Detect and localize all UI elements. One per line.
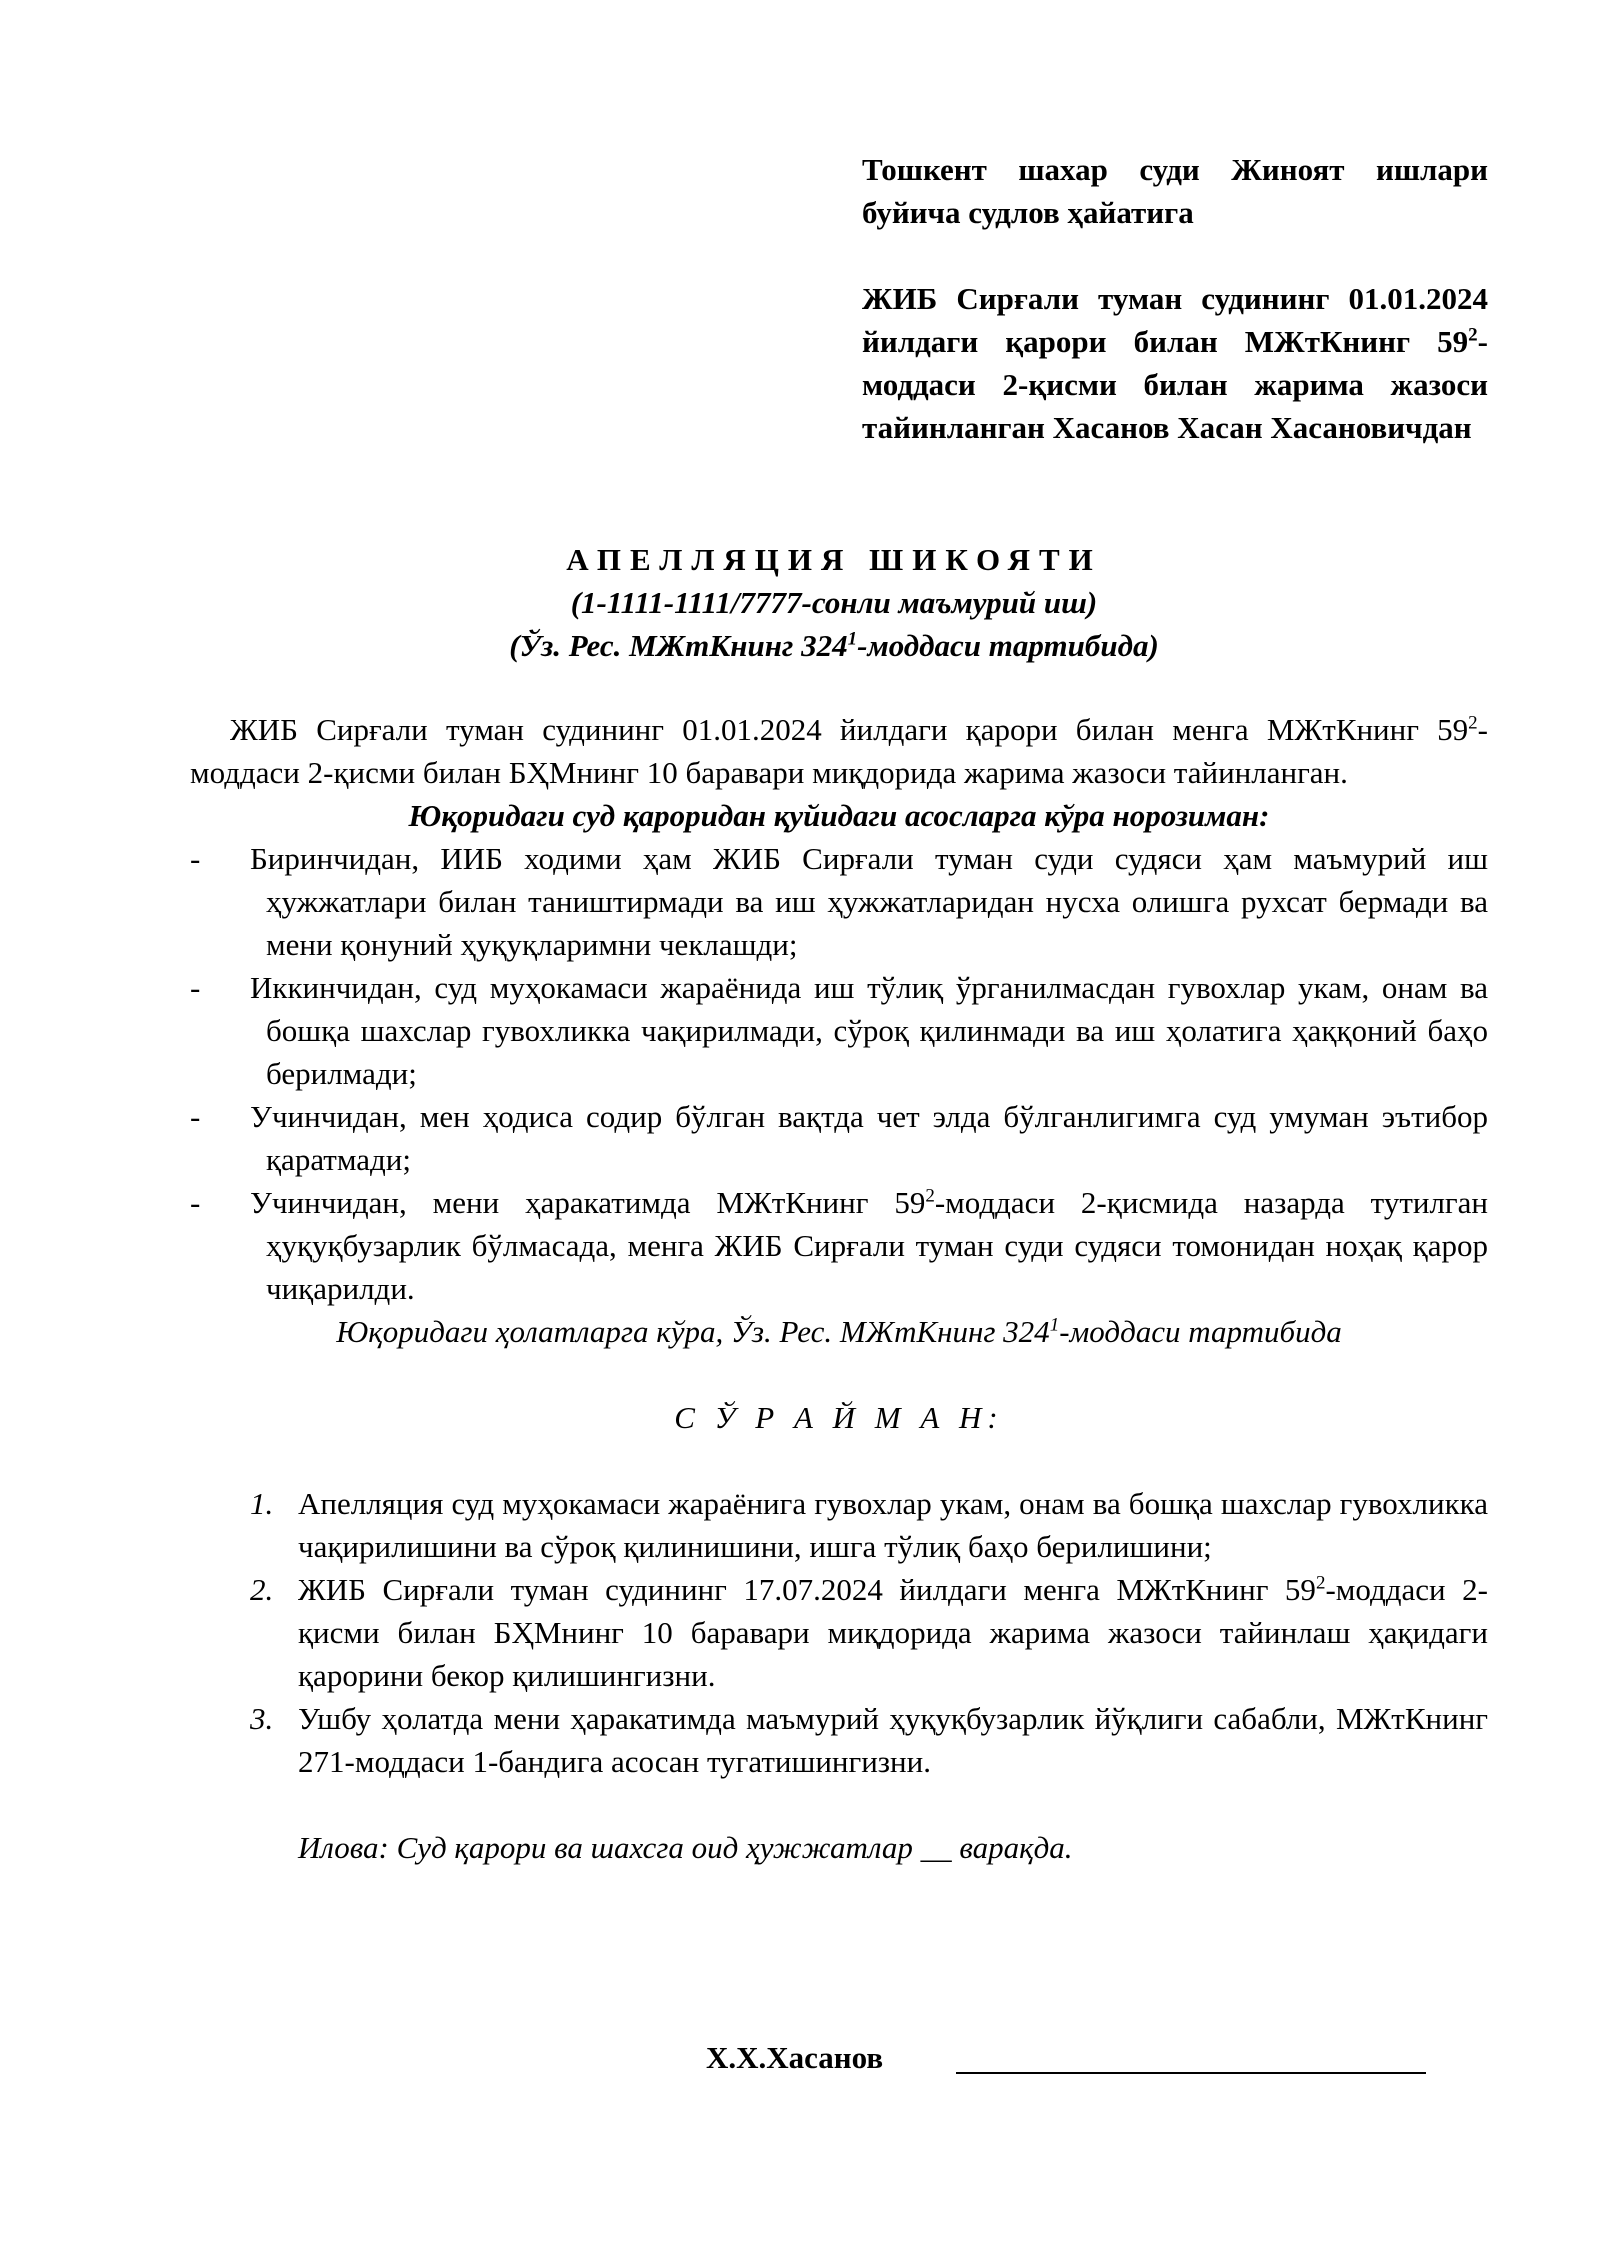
conclusion-line: [190, 1310, 1488, 1353]
request-text: [298, 1572, 1488, 1693]
objection4-part2: -моддаси 2-қисмида назарда тутилган ҳуқуқбузарлик бўлмасада, менга ЖИБ Сирғали туман суди судяси томонидан ноҳақ қарор чиқарилди.: [266, 1185, 1488, 1306]
intro-part1: ЖИБ Сирғали туман судининг 01.01.2024 йилдаги қарори билан менга МЖтКнинг 59: [230, 712, 1469, 747]
addressee-from-part2: -моддаси 2-қисми билан жарима жазоси тайинланган Хасанов Хасан Хасановичдан: [862, 324, 1488, 445]
procedure-part1: (Ўз. Рес. МЖтКнинг 324: [509, 628, 848, 663]
request2-part2: -моддаси 2-қисми билан БҲМнинг 10 баравари миқдорида жарима жазоси тайинлаш ҳақидаги қарорини бекор қилишингизни.: [298, 1572, 1488, 1693]
procedure-part2: -моддаси тартибида): [857, 628, 1159, 663]
list-item: [190, 1181, 1488, 1310]
request-number: 1.: [250, 1486, 274, 1521]
document-body: [190, 708, 1488, 1869]
list-dash: -: [190, 970, 201, 1005]
request2-sup: 2: [1315, 1572, 1326, 1594]
intro-part2: -моддаси 2-қисми билан БҲМнинг 10 баравари миқдорида жарима жазоси тайинланган.: [190, 712, 1488, 790]
case-number: (1-1111-1111/7777-сонли маъмурий иш): [570, 585, 1098, 620]
conclusion-part2: -моддаси тартибида: [1059, 1314, 1342, 1349]
addressee-block: [862, 148, 1488, 449]
intro-sup: 2: [1468, 712, 1478, 734]
list-dash: -: [190, 841, 201, 876]
list-item-text: [250, 1181, 1488, 1310]
signature-line: [956, 2072, 1426, 2074]
list-dash: -: [190, 1185, 201, 1220]
list-item: [190, 837, 1488, 966]
list-dash: -: [190, 1099, 201, 1134]
objection4-part1: Учинчидан, мени ҳаракатимда МЖтКнинг 59: [250, 1185, 926, 1220]
request-item: [190, 1568, 1488, 1697]
request-text: Апелляция суд муҳокамаси жараёнига гувохлар укам, онам ва бошқа шахслар гувохликка чақирилишини ва сўроқ қилинишини, ишга тўлиқ баҳо берилишини;: [298, 1486, 1488, 1564]
addressee-from-sup: 2: [1468, 324, 1478, 346]
addressee-from: [862, 277, 1488, 449]
title-block: [180, 538, 1488, 667]
addressee-court: Тошкент шахар суди Жиноят ишлари буйича судлов ҳайатига: [862, 152, 1488, 230]
procedure-line: [180, 624, 1488, 667]
request-text: Ушбу ҳолатда мени ҳаракатимда маъмурий ҳуқуқбузарлик йўқлиги сабабли, МЖтКнинг 271-моддаси 1-бандига асосан тугатишингизни.: [298, 1701, 1488, 1779]
request-number: 2.: [250, 1572, 274, 1607]
list-item: [190, 966, 1488, 1095]
annex-line: Илова: Суд қарори ва шахсга оид ҳужжатлар __ варақда.: [298, 1830, 1073, 1865]
request2-part1: ЖИБ Сирғали туман судининг 17.07.2024 йилдаги менга МЖтКнинг 59: [298, 1572, 1316, 1607]
list-item-text: Учинчидан, мен ҳодиса содир бўлган вақтда чет элда бўлганлигимга суд умуман эътибор қаратмади;: [250, 1099, 1488, 1177]
objection4-sup: 2: [925, 1185, 935, 1207]
request-list: [190, 1482, 1488, 1783]
procedure-sup: 1: [847, 628, 858, 650]
request-number: 3.: [250, 1701, 274, 1736]
list-item-text: Биринчидан, ИИБ ходими ҳам ЖИБ Сирғали туман суди судяси ҳам маъмурий иш ҳужжатлари билан таништирмади ва иш ҳужжатларидан нусха олишга рухсат бермади ва мени қонуний ҳуқуқларимни чеклашди;: [250, 841, 1488, 962]
document-title: АПЕЛЛЯЦИЯ ШИКОЯТИ: [566, 542, 1102, 577]
intro-paragraph: [190, 708, 1488, 794]
list-item: [190, 1095, 1488, 1181]
signature-row: [706, 2036, 1526, 2086]
objection-heading: Юқоридаги суд қароридан қуйидаги асосларга кўра норозиман:: [408, 798, 1270, 833]
conclusion-part1: Юқоридаги ҳолатларга кўра, Ўз. Рес. МЖтКнинг 324: [336, 1314, 1050, 1349]
request-item: [190, 1697, 1488, 1783]
list-item-text: Иккинчидан, суд муҳокамаси жараёнида иш тўлиқ ўрганилмасдан гувохлар укам, онам ва бошқа шахслар гувохликка чақирилмади, сўроқ қилинмади ва иш ҳолатига ҳаққоний баҳо берилмади;: [250, 970, 1488, 1091]
addressee-from-part1: ЖИБ Сирғали туман судининг 01.01.2024 йилдаги қарори билан МЖтКнинг 59: [862, 281, 1488, 359]
conclusion-sup: 1: [1049, 1314, 1060, 1336]
request-heading: С Ў Р А Й М А Н:: [674, 1400, 1004, 1435]
request-item: [190, 1482, 1488, 1568]
signer-name: Х.Х.Хасанов: [706, 2040, 884, 2075]
